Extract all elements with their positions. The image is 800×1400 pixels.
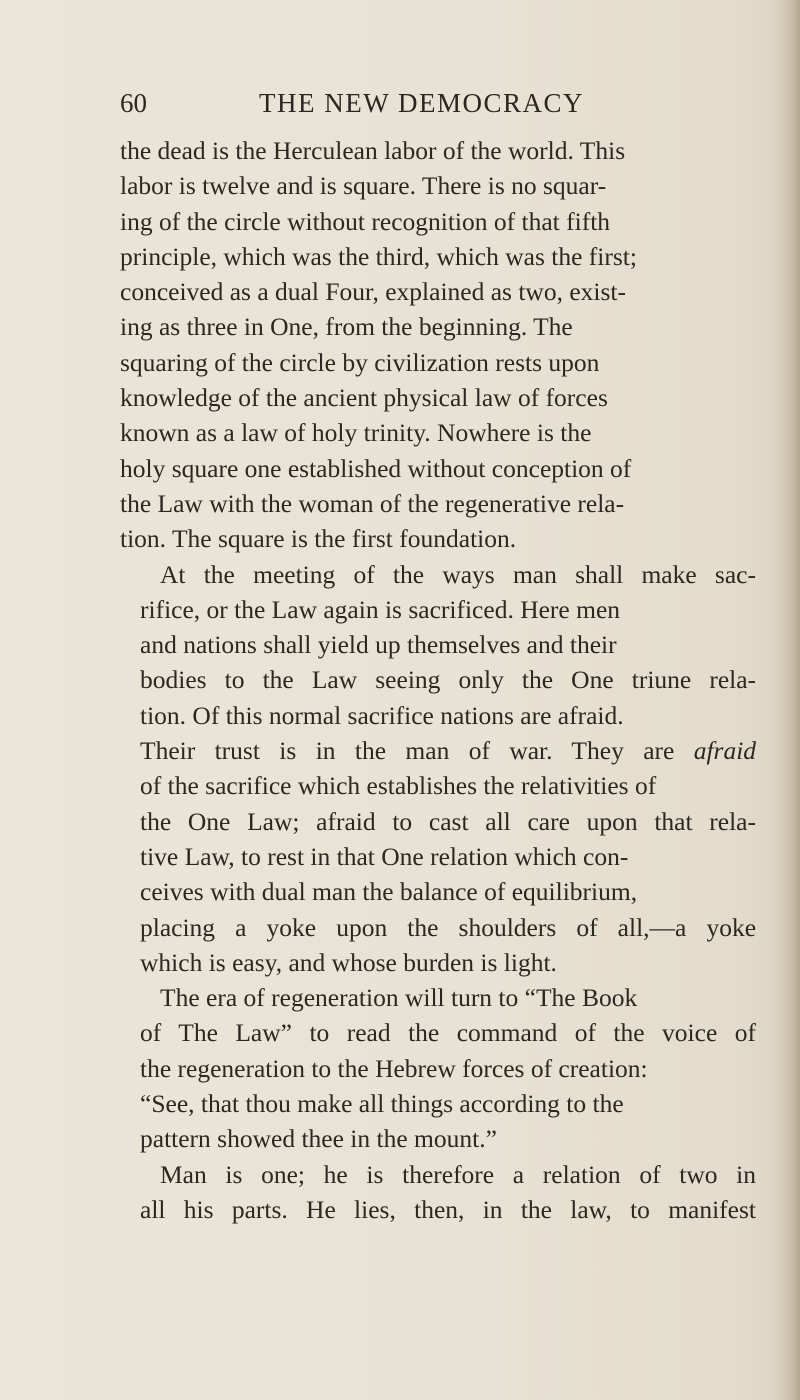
text-line-start: Their trust is in the man of war. They are [140,736,694,766]
paragraph-1 [120,133,756,557]
text-line: the regeneration to the Hebrew forces of creation: [140,1053,648,1083]
text-line: of the sacrifice which establishes the relativities of [140,771,657,801]
text-line: and nations shall yield up themselves and their [140,630,617,660]
text-line: bodies to the Law seeing only the One triune rela- [140,665,757,695]
text-line: ceives with dual man the balance of equilibrium, [140,877,638,907]
text-line: labor is twelve and is square. There is no squar- [120,171,607,201]
text-line: tion. Of this normal sacrifice nations are afraid. [140,700,624,730]
paragraph-4 [120,1157,756,1228]
text-line: ing as three in One, from the beginning. The [120,312,573,342]
running-head: THE NEW DEMOCRACY [259,88,584,118]
text-line: all his parts. He lies, then, in the law, to manifest [140,1194,757,1224]
text-line: ing of the circle without recognition of that fifth [120,206,611,236]
paragraph-3 [120,980,756,1156]
paragraph-2 [120,557,756,981]
text-line: placing a yoke upon the shoulders of all,—a yoke [140,912,757,942]
text-line: of The Law” to read the command of the voice of [140,1018,756,1048]
text-line: squaring of the circle by civilization rests upon [120,347,600,377]
text-line: the Law with the woman of the regenerative rela- [120,488,625,518]
text-line: principle, which was the third, which was the first; [120,241,637,271]
text-line: At the meeting of the ways man shall make sac- [160,559,756,589]
text-line: tive Law, to rest in that One relation which con- [140,841,629,871]
italic-text-line: which is easy, and whose burden is light. [140,947,557,977]
text-line: holy square one established without conception of [120,453,632,483]
text-line [120,733,756,768]
text-line: “See, that thou make all things according to the [140,1089,624,1119]
text-line: knowledge of the ancient physical law of forces [120,383,608,413]
text-line: pattern showed thee in the mount.” [140,1124,497,1154]
italic-word: afraid [693,736,757,766]
text-line: The era of regeneration will turn to “The Book [160,983,638,1013]
text-line: conceived as a dual Four, explained as two, exist- [120,277,626,307]
page-header [120,86,730,126]
body-text [120,133,756,1227]
text-line: the dead is the Herculean labor of the world. This [120,136,626,165]
text-line: Man is one; he is therefore a relation of two in [160,1159,757,1189]
page-number: 60 [120,88,147,118]
page-edge-shadow [774,0,800,1400]
text-line: known as a law of holy trinity. Nowhere is the [120,418,592,448]
text-line: tion. The square is the first foundation. [120,524,517,554]
text-line: rifice, or the Law again is sacrificed. Here men [140,594,621,624]
text-line: the One Law; afraid to cast all care upon that rela- [140,806,756,836]
